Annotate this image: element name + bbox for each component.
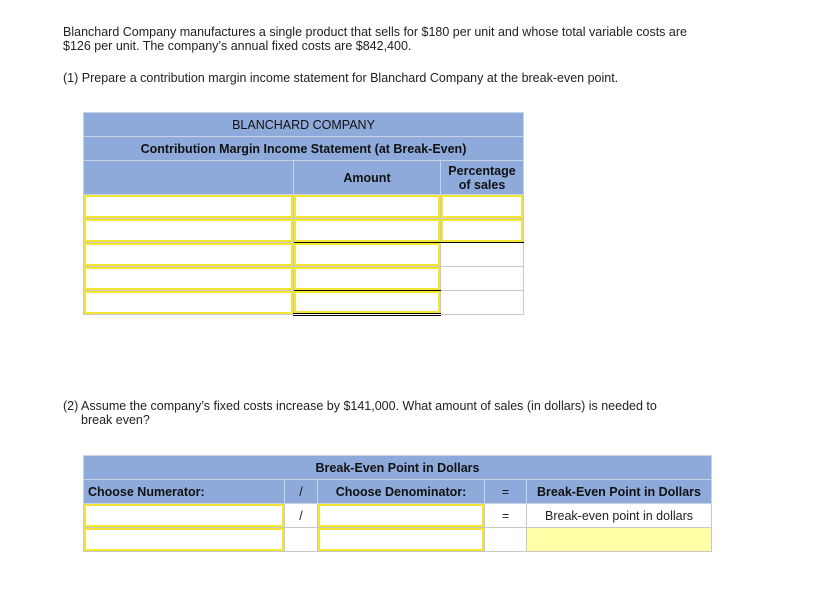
break-even-table xyxy=(83,455,712,552)
row4-label-input[interactable] xyxy=(84,267,293,290)
row5-label-input[interactable] xyxy=(84,291,293,314)
part2-line2: break even? xyxy=(81,413,150,427)
income-statement-table xyxy=(83,112,524,316)
denominator-select[interactable] xyxy=(318,504,484,527)
equals-symbol-header: = xyxy=(485,480,527,504)
row4-amount-input[interactable] xyxy=(294,267,440,290)
divide-symbol: / xyxy=(285,504,318,528)
part2-line1: (2) Assume the company’s fixed costs increase by $141,000. What amount of sales (in dollars) is needed to xyxy=(63,399,657,413)
part1-instruction: (1) Prepare a contribution margin income statement for Blanchard Company at the break-even point. xyxy=(63,71,619,85)
denominator-header: Choose Denominator: xyxy=(318,480,485,504)
row3-percent-empty xyxy=(441,243,524,267)
numerator-header: Choose Numerator: xyxy=(84,480,285,504)
row3-amount-input[interactable] xyxy=(294,243,440,266)
row1-amount-input[interactable] xyxy=(294,195,440,218)
company-name: BLANCHARD COMPANY xyxy=(84,113,524,137)
row4-percent-empty xyxy=(441,267,524,291)
numerator-value-input[interactable] xyxy=(84,528,284,551)
row1-percent-input[interactable] xyxy=(441,195,523,218)
amount-column-header: Amount xyxy=(294,161,441,195)
result-label: Break-even point in dollars xyxy=(527,504,712,528)
row2-percent-input[interactable] xyxy=(441,219,523,242)
result-value-input[interactable] xyxy=(527,528,712,552)
result-header: Break-Even Point in Dollars xyxy=(527,480,712,504)
equals-symbol: = xyxy=(485,504,527,528)
row2-label-input[interactable] xyxy=(84,219,293,242)
break-even-title: Break-Even Point in Dollars xyxy=(84,456,712,480)
statement-title: Contribution Margin Income Statement (at Break-Even) xyxy=(84,137,524,161)
label-column-header xyxy=(84,161,294,195)
percentage-header-line1: Percentage xyxy=(448,163,516,178)
row3-label-input[interactable] xyxy=(84,243,293,266)
row5-percent-empty xyxy=(441,291,524,315)
equals-blank xyxy=(485,528,527,552)
row5-amount-input[interactable] xyxy=(294,291,440,313)
problem-statement: Blanchard Company manufactures a single product that sells for $180 per unit and whose total variable costs are $126 per unit. The company’s annual fixed costs are $842,400. xyxy=(63,25,687,53)
row1-label-input[interactable] xyxy=(84,195,293,218)
percentage-header-line2: of sales xyxy=(458,177,506,192)
divide-blank xyxy=(285,528,318,552)
part2-instruction xyxy=(63,399,703,427)
divide-symbol-header: / xyxy=(285,480,318,504)
row2-amount-input[interactable] xyxy=(294,219,440,242)
percentage-column-header xyxy=(441,161,524,195)
numerator-select[interactable] xyxy=(84,504,284,527)
denominator-value-input[interactable] xyxy=(318,528,484,551)
